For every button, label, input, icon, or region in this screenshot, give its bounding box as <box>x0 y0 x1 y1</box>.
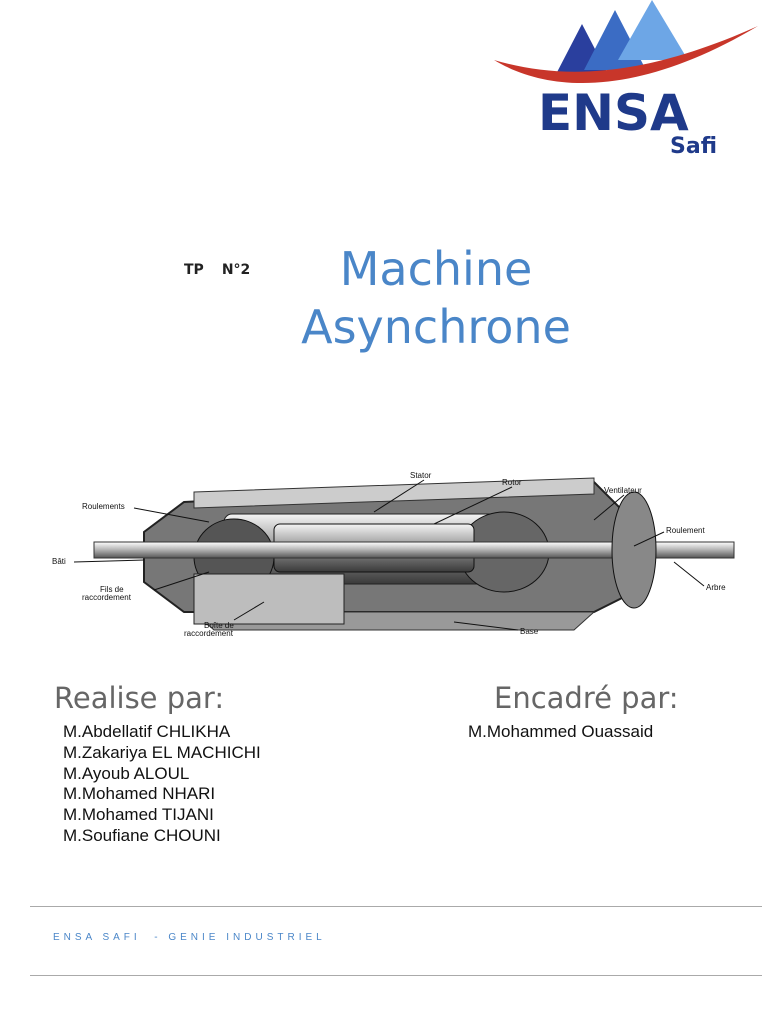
author-name: M.Soufiane CHOUNI <box>63 825 221 845</box>
author-name: M.Mohamed NHARI <box>63 784 216 804</box>
encadre-heading: Encadré par: <box>494 681 679 715</box>
realise-names-list <box>63 722 261 847</box>
realise-heading: Realise par: <box>54 681 225 715</box>
label-stator: Stator <box>410 471 432 480</box>
document-title <box>268 240 604 356</box>
tp-number <box>184 262 250 278</box>
motor-cutaway-illustration <box>34 462 768 642</box>
supervisor-name: M.Mohammed Ouassaid <box>468 722 654 741</box>
label-roulements: Roulements <box>82 502 125 511</box>
author-name: M.Abdellatif CHLIKHA <box>63 722 231 741</box>
logo-subtitle: Safi <box>670 134 717 158</box>
label-boite-1: Boîte de <box>204 621 234 630</box>
title-line-1: Machine <box>339 242 533 296</box>
label-base: Base <box>520 627 539 636</box>
tp-label: TP <box>184 262 204 278</box>
tp-num: N°2 <box>221 262 251 278</box>
footer-divider-bottom <box>30 975 762 976</box>
author-name: M.Zakariya EL MACHICHI <box>63 742 261 762</box>
label-arbre: Arbre <box>706 583 726 592</box>
terminal-box <box>194 574 344 624</box>
author-name: M.Ayoub ALOUL <box>63 763 190 783</box>
label-roulement: Roulement <box>666 526 705 535</box>
logo-title: ENSA <box>538 84 689 142</box>
label-rotor: Rotor <box>502 478 522 487</box>
footer-text: ENSA SAFI - GENIE INDUSTRIEL <box>53 932 326 943</box>
label-ventilateur: Ventilateur <box>604 486 642 495</box>
logo-triangle-light <box>618 0 688 60</box>
fan <box>612 492 656 608</box>
author-name: M.Mohamed TIJANI <box>63 805 214 825</box>
label-fils-2: raccordement <box>82 593 131 602</box>
label-bati: Bâti <box>52 557 66 566</box>
title-line-2: Asynchrone <box>301 300 571 354</box>
footer-divider-top <box>30 906 762 907</box>
label-fils-1: Fils de <box>100 585 124 594</box>
ensa-safi-logo <box>492 0 762 158</box>
label-boite-2: raccordement <box>184 629 233 638</box>
